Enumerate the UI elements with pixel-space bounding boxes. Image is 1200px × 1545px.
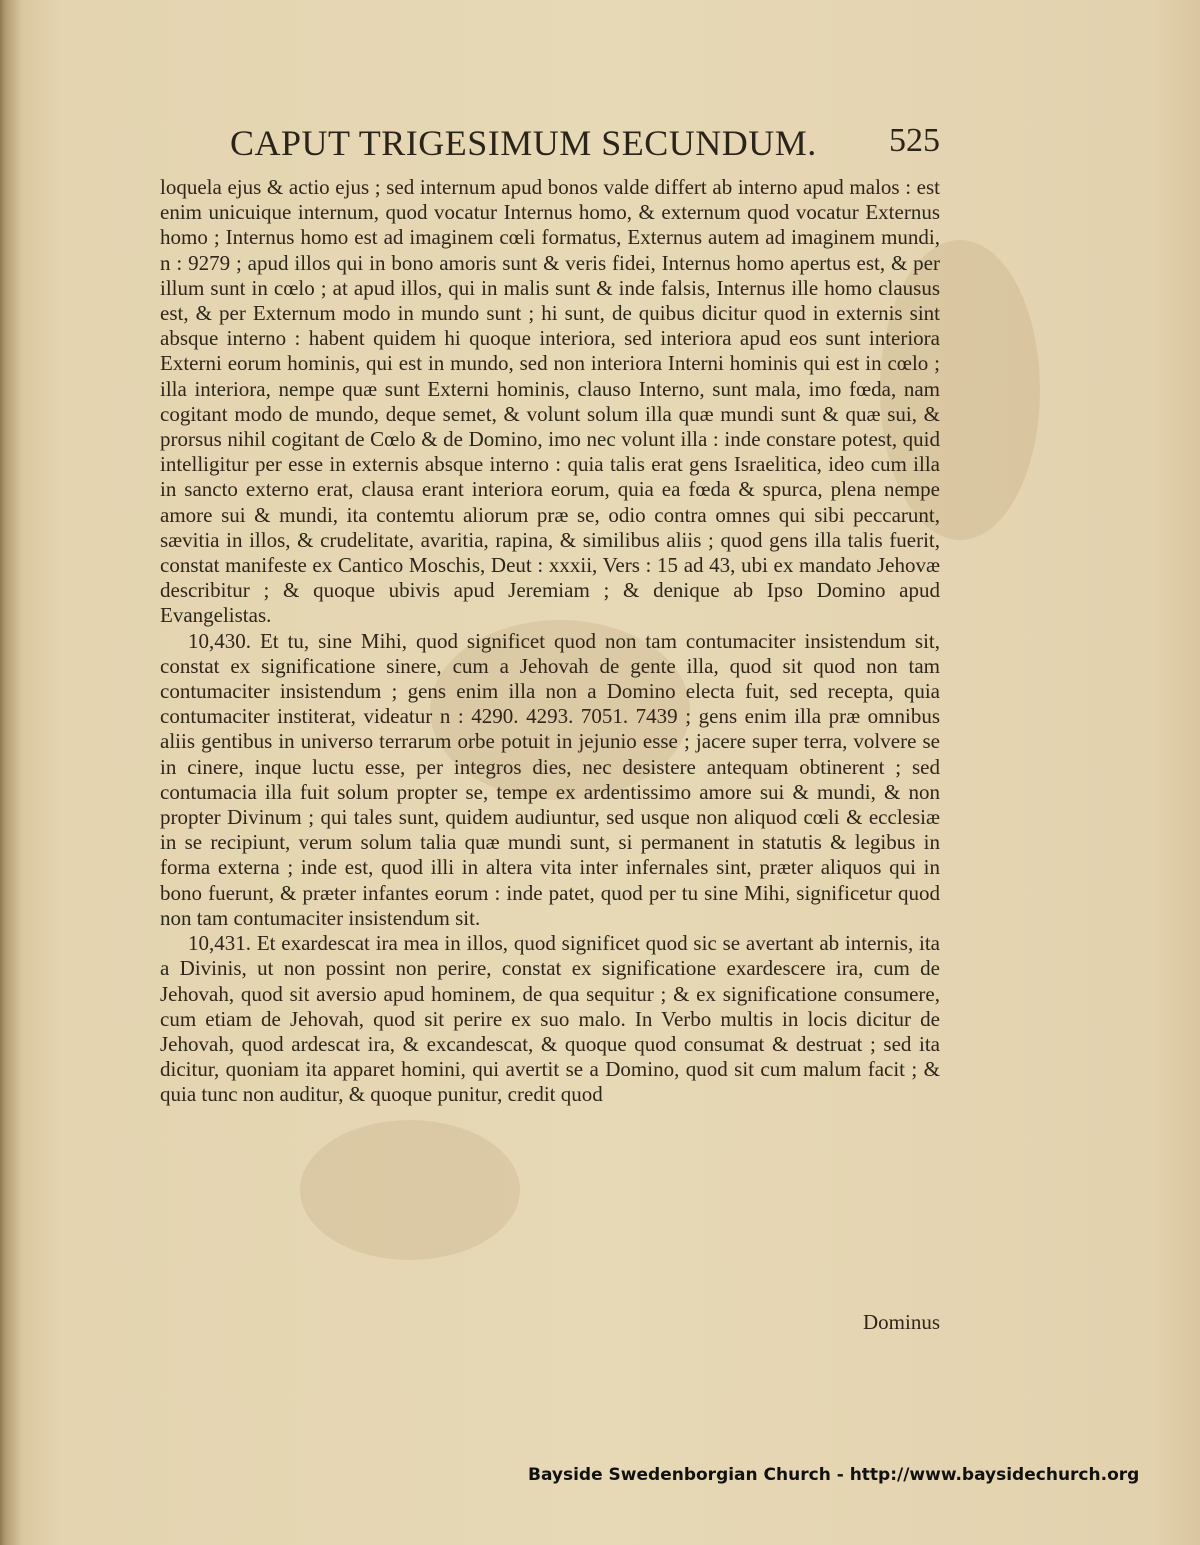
body-text [160,175,940,1108]
paragraph-10430: 10,430. Et tu, sine Mihi, quod significet quod non tam contumaciter insistendum sit, constat ex significatione sinere, cum a Jehovah de gente illa, quod sit quod non tam contumaciter insistendum ; gens enim illa non a Domino electa fuit, sed recepta, quia contumaciter institerat, videatur n : 4290. 4293. 7051. 7439 ; gens enim illa præ omnibus aliis gentibus in universo terrarum orbe potuit in jejunio esse ; jacere super terra, volvere se in cinere, inque luctu esse, per integros dies, nec desistere antequam obtinerent ; sed contumacia illa fuit solum propter se, tempe ex ardentissimo amore sui & mundi, & non propter Divinum ; qui tales sunt, quidem audiuntur, sed usque non aliquod cœli & ecclesiæ in se recipiunt, verum solum talia quæ mundi sunt, si permanent in statutis & legibus in forma externa ; inde est, quod illi in altera vita inter infernales sint, præter aliquos qui in bono fuerunt, & præter infantes eorum : inde patet, quod per tu sine Mihi, significetur quod non tam contumaciter insistendum sit. [160,628,940,930]
paper-stain [300,1120,520,1260]
catchword: Dominus [862,1310,940,1334]
paragraph-continuation: loquela ejus & actio ejus ; sed internum apud bonos valde differt ab interno apud malos : est enim unicuique internum, quod vocatur Internus homo, & externum quod vocatur Externus homo ; Internus homo est ad imaginem cœli formatus, Externus autem ad imaginem mundi, n : 9279 ; apud illos qui in bono amoris sunt & veris fidei, Internus homo apertus est, & per illum sunt in cœlo ; at apud illos, qui in malis sunt & inde falsis, Internus ille homo clausus est, & per Externum modo in mundo sunt ; hi sunt, de quibus dicitur quod in externis sint absque interno : habent quidem hi quoque interiora, sed interiora apud eos sunt interiora Externi eorum hominis, qui est in mundo, sed non interiora Interni hominis qui est in cœlo ; illa interiora, nempe quæ sunt Externi hominis, clauso Interno, sunt mala, imo fœda, nam cogitant modo de mundo, deque semet, & volunt solum illa quæ mundi sunt & quæ sui, & prorsus nihil cogitant de Cœlo & de Domino, imo nec volunt illa : inde constare potest, quid intelligitur per esse in externis absque interno : quia talis erat gens Israelitica, ideo cum illa in sancto externo erat, clausa erant interiora eorum, quia ea fœda & spurca, plena nempe amore sui & mundi, ita contemtu aliorum præ se, odio contra omnes qui sibi peccarunt, sævitia in illos, & crudelitate, avaritia, rapina, & similibus aliis ; quod gens illa talis fuerit, constat manifeste ex Cantico Moschis, Deut : xxxii, Vers : 15 ad 43, ubi ex mandato Jehovæ describitur ; & quoque ubivis apud Jeremiam ; & denique ab Ipso Domino apud Evangelistas. [160,175,940,628]
footer-credit: Bayside Swedenborgian Church - http://www.baysidechurch.org [528,1465,1140,1485]
page-number: 525 [889,122,940,159]
running-title: CAPUT TRIGESIMUM SECUNDUM. [230,123,817,163]
page-header [230,122,940,172]
paragraph-10431: 10,431. Et exardescat ira mea in illos, quod significet quod sic se avertant ab internis, ita a Divinis, ut non possint non perire, constat ex significatione exardescere ira, cum de Jehovah, quod sit aversio apud hominem, de qua sequitur ; & ex significatione consumere, cum etiam de Jehovah, quod sit perire ex suo malo. In Verbo multis in locis dicitur de Jehovah, quod ardescat ira, & excandescat, & quoque quod consumat & destruat ; sed ita dicitur, quoniam ita apparet homini, qui avertit se a Domino, quod sit cum malum facit ; & quia tunc non auditur, & quoque punitur, credit quod [160,931,940,1107]
